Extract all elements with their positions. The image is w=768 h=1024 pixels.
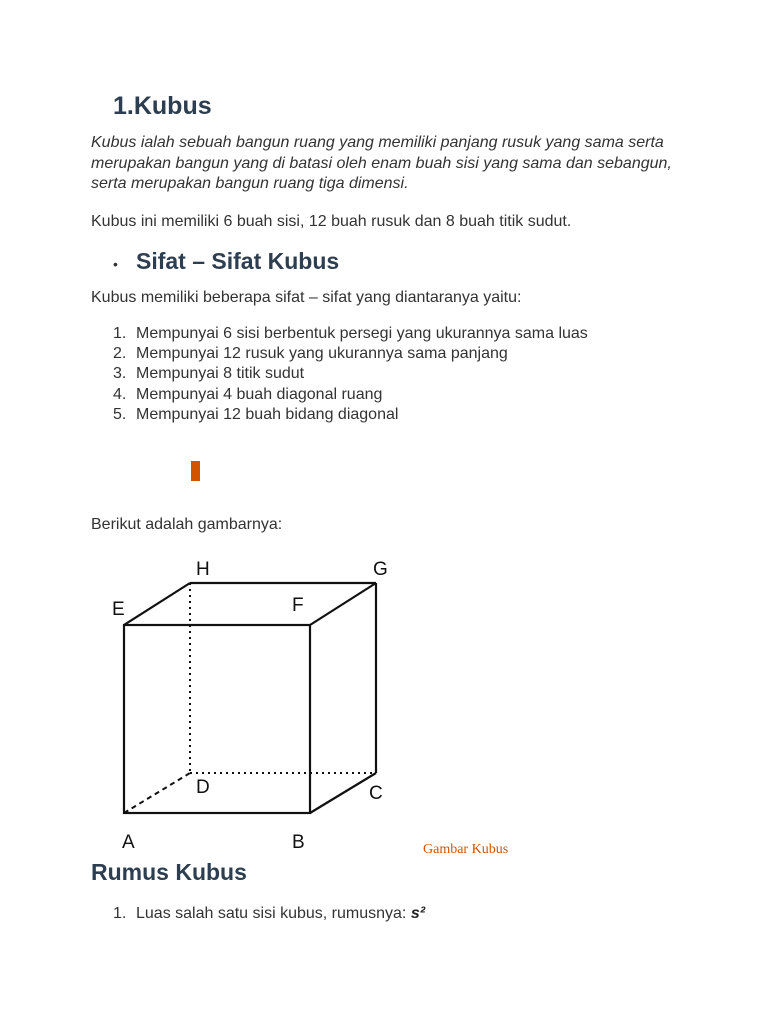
list-item-number: 4. <box>113 385 127 403</box>
vertex-label-b: B <box>292 832 305 853</box>
cube-hidden-edge-AD <box>124 773 190 813</box>
cube-figure <box>108 553 408 855</box>
bullet-icon: • <box>113 256 118 272</box>
vertex-label-e: E <box>112 599 125 620</box>
list-item-number: 5. <box>113 405 127 423</box>
list-item <box>113 324 588 344</box>
rumus-list-item <box>113 904 425 924</box>
cube-edge-CB <box>310 773 376 813</box>
list-item-text: Luas salah satu sisi kubus, rumusnya: <box>136 905 411 922</box>
figure-caption: Gambar Kubus <box>423 842 509 857</box>
rumus-heading: Rumus Kubus <box>91 859 247 885</box>
vertex-label-f: F <box>292 595 304 616</box>
formula-s-squared: s² <box>410 905 426 922</box>
intro-facts: Kubus ini memiliki 6 buah sisi, 12 buah rusuk dan 8 buah titik sudut. <box>91 213 572 230</box>
list-item-text: Mempunyai 12 rusuk yang ukurannya sama panjang <box>136 345 508 363</box>
list-item-number: 1. <box>113 325 127 342</box>
cube-edge-EH <box>124 583 190 625</box>
list-item <box>113 385 588 405</box>
vertex-label-h: H <box>196 559 210 580</box>
cube-front-face <box>124 625 310 813</box>
cube-diagram <box>108 553 408 855</box>
list-item-text: Mempunyai 6 sisi berbentuk persegi yang ukurannya sama luas <box>136 325 588 342</box>
orange-marker <box>191 461 200 481</box>
vertex-label-a: A <box>122 832 135 853</box>
vertex-label-d: D <box>196 777 210 798</box>
cube-edge-GF <box>310 583 376 625</box>
list-item-text: Mempunyai 8 titik sudut <box>136 365 305 383</box>
vertex-label-c: C <box>369 783 383 804</box>
list-item-number: 1. <box>113 905 127 922</box>
sifat-heading: Sifat – Sifat Kubus <box>136 248 340 274</box>
list-item-number: 2. <box>113 345 127 363</box>
sifat-lead: Kubus memiliki beberapa sifat – sifat yang diantaranya yaitu: <box>91 289 522 306</box>
list-item-text: Mempunyai 12 buah bidang diagonal <box>136 405 399 423</box>
intro-definition: Kubus ialah sebuah bangun ruang yang memiliki panjang rusuk yang sama serta merupakan bangun yang di batasi oleh enam buah sisi yang sama dan sebangun, serta merupakan bangun ruang tiga dimensi. <box>91 134 672 192</box>
list-item-number: 3. <box>113 365 127 383</box>
vertex-label-g: G <box>373 559 388 580</box>
figure-intro: Berikut adalah gambarnya: <box>91 516 283 533</box>
list-item-text: Mempunyai 4 buah diagonal ruang <box>136 385 383 403</box>
sifat-list <box>113 324 588 425</box>
list-item <box>113 364 588 384</box>
list-item <box>113 405 588 425</box>
list-item <box>113 344 588 364</box>
section-title: 1.Kubus <box>113 92 212 120</box>
